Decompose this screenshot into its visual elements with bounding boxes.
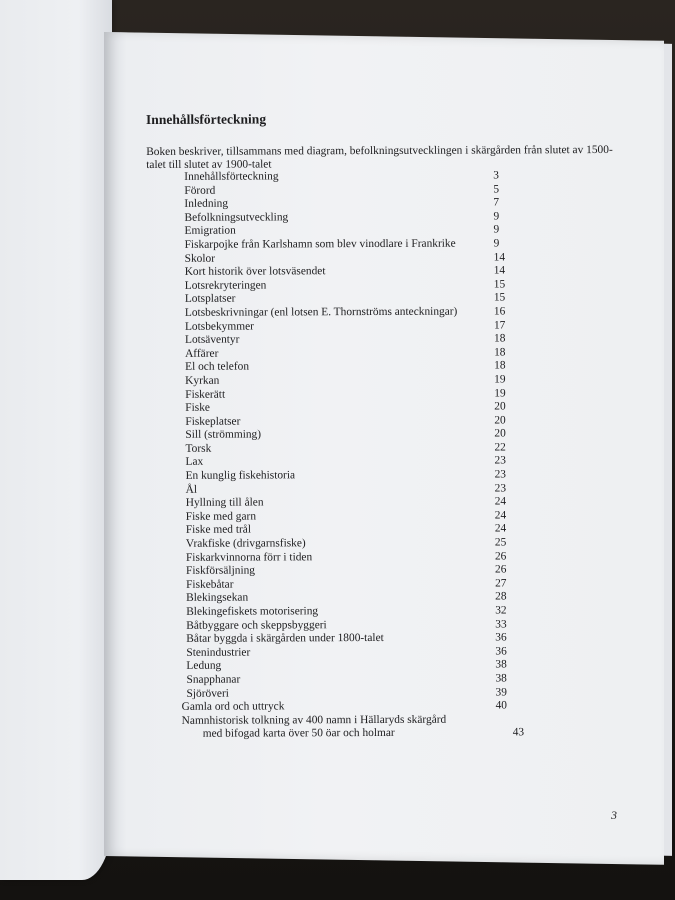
toc-entry-page: 15 xyxy=(493,278,506,291)
toc-entry-title: Lax xyxy=(185,456,204,469)
toc-entry-page: 15 xyxy=(493,291,506,304)
toc-entry-page: 40 xyxy=(495,699,508,712)
toc-entry-title: Fiskarpojke från Karlshamn som blev vinodlare i Frankrike xyxy=(184,237,456,251)
toc-entry-page: 7 xyxy=(493,196,500,209)
toc-entry-title: Fiskerätt xyxy=(185,388,226,401)
toc-entry-page: 22 xyxy=(494,441,506,454)
toc-entry-page: 19 xyxy=(494,373,506,386)
toc-entry-title: Gamla ord och uttryck xyxy=(181,700,285,714)
toc-entry-page: 9 xyxy=(493,223,500,236)
toc-entry-title: Kyrkan xyxy=(185,374,220,387)
toc-entry-title: Blekingefiskets motorisering xyxy=(186,605,319,618)
toc-entry-page: 27 xyxy=(495,577,507,590)
toc-entry-page: 23 xyxy=(494,482,507,495)
toc-entry-title: Stenindustrier xyxy=(186,646,251,659)
toc-intro: Boken beskriver, tillsammans med diagram, befolkningsutvecklingen i skärgården från slutet av 1500-talet till slutet av 1900-talet xyxy=(146,143,613,171)
toc-entry-page: 9 xyxy=(493,210,500,223)
toc-entry-page: 16 xyxy=(493,305,506,318)
toc-entry-title: Lotsplatser xyxy=(184,292,236,306)
toc-entry-title: Ål xyxy=(185,483,198,496)
toc-content xyxy=(146,110,629,744)
toc-entry-title: Sill (strömming) xyxy=(185,428,262,442)
toc-entry-title: Kort historik över lotsväsendet xyxy=(184,265,326,278)
toc-entry-page: 3 xyxy=(493,169,500,182)
toc-entry-page: 25 xyxy=(494,536,507,549)
toc-entry-page: 24 xyxy=(494,495,507,508)
toc-entry-page: 20 xyxy=(494,414,506,427)
toc-entry-title: Ledung xyxy=(186,660,222,673)
toc-entry-page: 39 xyxy=(495,685,507,699)
toc-entry-page: 38 xyxy=(495,672,507,685)
toc-entry-title: Affärer xyxy=(185,347,219,360)
toc-entry-title: Lotsbekymmer xyxy=(184,320,254,333)
toc-entry-title: Skolor xyxy=(184,252,216,265)
toc-entry-page: 17 xyxy=(493,318,506,332)
toc-entry-page: 26 xyxy=(494,563,507,576)
toc-entry-title: Fiskförsäljning xyxy=(185,564,256,578)
toc-entry-title: Vrakfiske (drivgarnsfiske) xyxy=(185,537,306,550)
toc-entry-title: Inledning xyxy=(184,197,229,211)
toc-entry-title: Torsk xyxy=(185,442,212,455)
toc-entry-page: 36 xyxy=(495,631,507,644)
toc-entry-title: Fiske med trål xyxy=(185,523,252,537)
toc-entry-title: Befolkningsutveckling xyxy=(184,211,289,224)
toc-entry-page: 20 xyxy=(494,427,506,440)
toc-entry-page: 33 xyxy=(495,618,507,631)
toc-entry-title: Förord xyxy=(184,184,216,197)
toc-entry-title: Blekingsekan xyxy=(186,591,249,605)
toc-entry-page: 36 xyxy=(495,645,507,658)
toc-entry-title: El och telefon xyxy=(185,360,250,374)
toc-entry-page: 19 xyxy=(494,386,506,399)
toc-entry-page: 24 xyxy=(494,522,507,535)
toc-entry-page: 43 xyxy=(512,726,525,739)
toc-entry-page: 18 xyxy=(493,332,506,345)
toc-entry-page: 18 xyxy=(494,346,506,359)
toc-entry-title: Sjöröveri xyxy=(186,687,229,700)
toc-entry-page: 23 xyxy=(494,454,506,467)
toc-entry-page: 18 xyxy=(494,359,506,372)
toc-entry-title: Fiske med garn xyxy=(185,510,257,523)
left-page xyxy=(0,0,112,880)
toc-entry-page: 20 xyxy=(494,400,506,413)
toc-entry-page: 14 xyxy=(493,250,506,264)
toc-entry-title: med bifogad karta över 50 öar och holmar xyxy=(202,727,395,741)
toc-entry-title: Fiske xyxy=(185,401,211,414)
toc-entry-page: 5 xyxy=(493,183,500,196)
toc-entry-title: Fiskebåtar xyxy=(186,578,234,591)
toc-entry-title: Emigration xyxy=(184,224,236,238)
toc-entry-title: Innehållsförteckning xyxy=(184,170,279,183)
toc-entry-page: 9 xyxy=(493,237,500,250)
toc-entry-title: Båtar byggda i skärgården under 1800-talet xyxy=(186,632,384,646)
toc-entry-page: 38 xyxy=(495,658,507,671)
toc-entry-page: 14 xyxy=(493,264,506,277)
toc-entry-page: 26 xyxy=(494,550,507,563)
toc-entry-title: Lotsbeskrivningar (enl lotsen E. Thornströms anteckningar) xyxy=(184,305,458,319)
toc-heading: Innehållsförteckning xyxy=(146,111,267,127)
toc-entry-title: Båtbyggare och skeppsbyggeri xyxy=(186,618,327,632)
toc-entry-page: 24 xyxy=(494,509,507,522)
toc-entry-last-line2 xyxy=(149,726,629,744)
toc-entry-title: En kunglig fiskehistoria xyxy=(185,469,296,482)
toc-entry-page: 32 xyxy=(495,604,507,617)
toc-entry-title: Fiskarkvinnorna förr i tiden xyxy=(185,550,313,564)
toc-entry-title: Snapphanar xyxy=(186,673,241,686)
toc-entry-title: Fiskeplatser xyxy=(185,415,241,428)
toc-list xyxy=(146,169,628,715)
toc-entry-title: Lotsäventyr xyxy=(184,333,240,346)
toc-entry-title: Namnhistorisk tolkning av 400 namn i Hällaryds skärgård xyxy=(181,713,447,727)
toc-entry-title: Hyllning till ålen xyxy=(185,496,264,510)
toc-entry-page: 28 xyxy=(495,590,507,603)
toc-entry-title: Lotsrekryteringen xyxy=(184,279,267,292)
page-number: 3 xyxy=(611,808,617,822)
toc-entry-page: 23 xyxy=(494,468,507,481)
